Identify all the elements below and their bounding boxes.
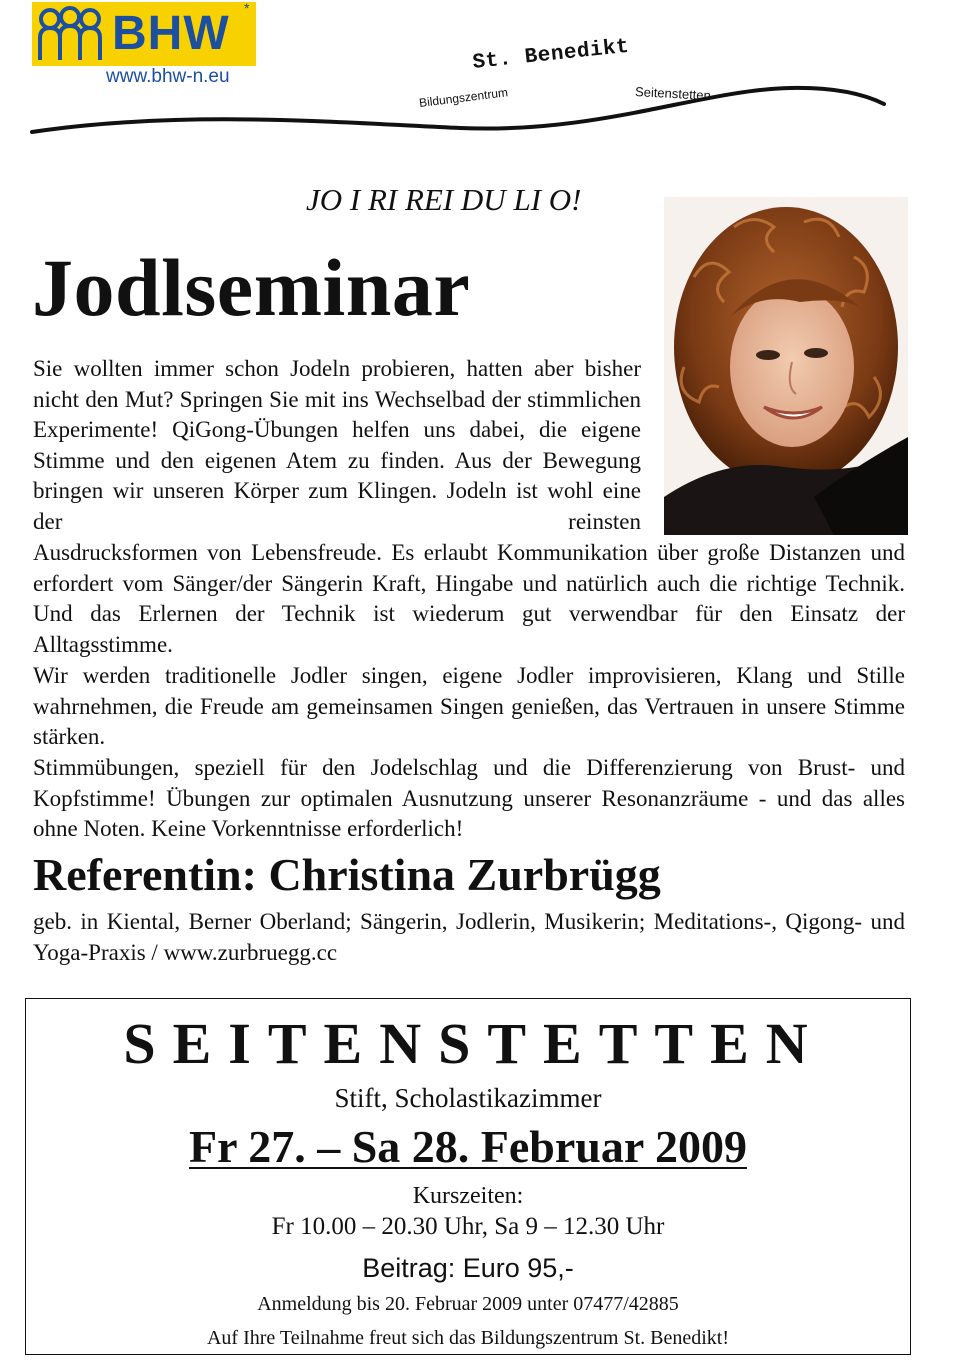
event-dates: Fr 27. – Sa 28. Februar 2009 [189, 1121, 747, 1172]
event-dates-wrapper [26, 1119, 910, 1175]
page-title: Jodlseminar [32, 242, 471, 333]
partner-subtitle: Bildungszentrum [418, 85, 509, 110]
speaker-bio: geb. in Kiental, Berner Oberland; Sängerin, Jodlerin, Musikerin; Meditations-, Qigong- und Yoga-Praxis / www.zurbruegg.cc [33, 909, 905, 965]
course-times-label: Kurszeiten: [412, 1183, 524, 1209]
logo-mark: * [244, 0, 250, 16]
activities-paragraph: Wir werden traditionelle Jodler singen, eigene Jodler improvisieren, Klang und Stille wahrnehmen, die Freude am gemeinsamen Singen genießen, das Vertrauen in unsere Stimme stärken. [33, 663, 905, 750]
event-info-box [25, 998, 911, 1355]
logo-url[interactable]: www.bhw-n.eu [106, 66, 230, 87]
intro-paragraph-start: Sie wollten immer schon Jodeln probieren, hatten aber bisher nicht den Mut? Springen Sie mit ins Wechselbad der stimmlichen Experimente! QiGong-Übungen helfen uns dabei, die eigene Stimme und den eigenen Atem zu finden. Aus der Bewegung bringen wir unseren Körper zum Klingen. Jodeln ist wohl eine der reinsten [33, 356, 641, 534]
logo-wordmark: BHW [112, 7, 230, 60]
course-times: Fr 10.00 – 20.30 Uhr, Sa 9 – 12.30 Uhr [271, 1213, 665, 1240]
partner-place: Seitenstetten [634, 84, 712, 103]
event-location: SEITENSTETTEN [123, 1011, 825, 1076]
speaker-heading: Referentin: Christina Zurbrügg [33, 849, 661, 900]
portrait-illustration-icon [664, 197, 908, 535]
yodel-tagline: JO I RI REI DU LI O! [306, 182, 582, 217]
speaker-photo [664, 197, 908, 535]
closing-note: Auf Ihre Teilnahme freut sich das Bildungszentrum St. Benedikt! [206, 1327, 729, 1349]
intro-paragraph-end: Ausdrucksformen von Lebensfreude. Es erlaubt Kommunikation über große Distanzen und erfordert vom Sänger/der Sängerin Kraft, Hingabe und natürlich auch die richtige Technik. Und das Erlernen der Technik ist wiederum gut verwendbar für den Einsatz der Alltagsstimme. [33, 540, 905, 657]
event-venue: Stift, Scholastikazimmer [334, 1083, 602, 1113]
course-fee: Beitrag: Euro 95,- [362, 1253, 574, 1283]
exercises-paragraph: Stimmübungen, speziell für den Jodelschlag und die Differenzierung von Brust- und Kopfstimme! Übungen zur optimalen Ausnutzung unserer Resonanzräume - und das alles ohne Noten. Keine Vorkenntnisse erforderlich! [33, 755, 905, 842]
registration-info: Anmeldung bis 20. Februar 2009 unter 07477/42885 [257, 1293, 679, 1315]
partner-name: St. Benedikt [471, 35, 631, 75]
